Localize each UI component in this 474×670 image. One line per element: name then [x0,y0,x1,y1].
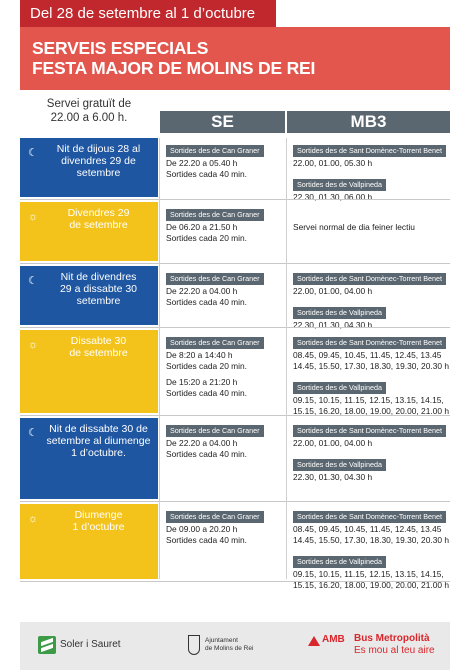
spacer [293,169,446,174]
mb3-schedule-line: 15.15, 16.20, 18.00, 19.00, 20.00, 21.00 h [293,580,450,590]
mb3-note: Servei normal de dia feiner lectiu [293,222,415,232]
se-departure-header: Sortides des de Can Graner [166,209,264,221]
spacer [293,297,446,302]
mb3-schedule-line: 22.00, 01.00, 04.00 h [293,286,373,296]
se-cell [166,140,264,180]
row-label-line: Dissabte 30 [70,335,127,347]
se-schedule-line: Sortides cada 40 min. [166,297,248,307]
se-schedule-line: De 22.20 a 05.40 h [166,158,238,168]
row-divider [20,415,450,416]
mb3-schedule-line: 09.15, 10.15, 11.15, 12.15, 13.15, 14.15, [293,569,444,579]
footer [20,622,450,670]
mb3-cell [293,420,446,483]
mb3-cell [293,204,415,233]
soler-name: Soler i Sauret [60,639,121,650]
mb3-schedule-line: 15.15, 16.20, 18.00, 19.00, 20.00, 21.00 h [293,406,450,416]
mb3-departure-header: Sortides des de Sant Domènec-Torrent Benet [293,425,446,437]
amb-logo-icon [308,636,320,646]
mb3-departure-header: Sortides des de Sant Domènec-Torrent Benet [293,145,446,157]
mb3-cell [293,140,446,203]
se-cell [166,332,264,399]
row-divider [20,199,450,200]
bus-metropolita-title: Bus Metropolità [354,633,430,644]
se-schedule-line: Sortides cada 40 min. [166,449,248,459]
se-departure-header: Sortides des de Can Graner [166,425,264,437]
se-schedule-line: De 06.20 a 21.50 h [166,222,238,232]
row-label-line: Nit de dijous 28 al [56,143,141,155]
mb3-departure-header: Sortides des de Vallpineda [293,382,386,394]
column-divider [286,138,287,579]
se-schedule-line: De 22.20 a 04.00 h [166,286,238,296]
row-divider [20,327,450,328]
date-range: Del 28 de setembre al 1 d’octubre [20,0,276,27]
moon-icon: ☾ [28,147,38,159]
mb3-schedule-line: 08.45, 09.45, 10.45, 11.45, 12.45, 13.45 [293,350,442,360]
sun-icon: ☼ [28,339,39,351]
spacer [293,449,446,454]
se-cell [166,506,264,546]
row-label [20,138,158,197]
spacer [293,546,449,551]
se-schedule-line: Sortides cada 40 min. [166,169,248,179]
ajuntament-line-2: de Molins de Rei [205,645,254,652]
se-schedule-line: De 09.00 a 20.20 h [166,524,238,534]
column-divider [159,138,160,579]
free-service-note [20,97,158,125]
mb3-departure-header: Sortides des de Vallpineda [293,307,386,319]
se-departure-header: Sortides des de Can Graner [166,145,264,157]
row-label-line: de setembre [69,347,128,359]
mb3-departure-header: Sortides des de Sant Domènec-Torrent Benet [293,273,446,285]
row-label-line: de setembre [69,219,128,231]
soler-logo-icon [38,636,56,654]
row-divider [20,263,450,264]
free-service-line-1: Servei gratuït de [46,98,132,110]
row-divider [20,501,450,502]
row-divider [20,581,450,582]
shield-icon [188,635,200,655]
mb3-departure-header: Sortides des de Vallpineda [293,179,386,191]
title-banner [20,27,450,90]
mb3-schedule-line: 14.45, 15.50, 17.30, 18.30, 19.30, 20.30 h [293,361,450,371]
row-label-line: Divendres 29 [67,207,130,219]
row-label-line: setembre [76,167,121,179]
mb3-departure-header: Sortides des de Vallpineda [293,556,386,568]
se-departure-header: Sortides des de Can Graner [166,337,264,349]
row-label [20,504,158,579]
mb3-schedule-line: 14.45, 15.50, 17.30, 18.30, 19.30, 20.30 h [293,535,450,545]
mb3-cell [293,506,449,591]
mb3-cell [293,332,449,417]
row-label-line: Nit de dissabte 30 de [49,423,148,435]
se-schedule-line: Sortides cada 20 min. [166,361,248,371]
row-label-line: 1 d’octubre [72,521,125,533]
mb3-cell [293,268,446,331]
mb3-schedule-line: 22.00, 01.00, 05.30 h [293,158,373,168]
sun-icon: ☼ [28,513,39,525]
mb3-departure-header: Sortides des de Sant Domènec-Torrent Benet [293,337,446,349]
se-schedule-line: Sortides cada 20 min. [166,233,248,243]
mb3-schedule-line: 22.00, 01.00, 04.00 h [293,438,373,448]
row-label [20,202,158,261]
moon-icon: ☾ [28,275,38,287]
se-cell [166,268,264,308]
title-line-1: SERVEIS ESPECIALS [32,38,209,58]
free-service-line-2: 22.00 a 6.00 h. [50,112,128,124]
se-schedule-line: De 8:20 a 14:40 h [166,350,233,360]
row-label-line: 29 a dissabte 30 [59,283,138,295]
se-schedule-line: De 15:20 a 21:20 h [166,377,238,387]
row-label-line: Diumenge [74,509,123,521]
column-header-mb3: MB3 [287,111,450,133]
mb3-departure-header: Sortides des de Vallpineda [293,459,386,471]
ajuntament-name [205,637,253,653]
mb3-schedule-line: 22.30, 01.30, 04.30 h [293,320,373,330]
title-line-2: FESTA MAJOR DE MOLINS DE REI [32,58,316,78]
row-label-line: Nit de divendres [60,271,137,283]
se-cell [166,204,264,244]
mb3-departure-header: Sortides des de Sant Domènec-Torrent Benet [293,511,446,523]
se-cell [166,420,264,460]
column-header-se: SE [160,111,285,133]
mb3-schedule-line: 22.30, 01.30, 06.00 h [293,192,373,202]
row-label [20,330,158,413]
row-label-line: divendres 29 de [61,155,136,167]
se-schedule-line: De 22.20 a 04.00 h [166,438,238,448]
se-schedule-line: Sortides cada 40 min. [166,535,248,545]
row-label-line: 1 d’octubre. [71,447,126,459]
moon-icon: ☾ [28,427,38,439]
mb3-schedule-line: 09.15, 10.15, 11.15, 12.15, 13.15, 14.15, [293,395,444,405]
row-label [20,418,158,499]
amb-label: AMB [322,634,345,645]
se-schedule-line: Sortides cada 40 min. [166,388,248,398]
row-label [20,266,158,325]
row-label-line: setembre [76,295,121,307]
se-departure-header: Sortides des de Can Graner [166,273,264,285]
se-departure-header: Sortides des de Can Graner [166,511,264,523]
bus-metropolita-slogan: Es mou al teu aire [354,645,435,656]
spacer [293,372,449,377]
row-label-line: setembre al diumenge [46,435,151,447]
mb3-schedule-line: 08.45, 09.45, 10.45, 11.45, 12.45, 13.45 [293,524,442,534]
sun-icon: ☼ [28,211,39,223]
ajuntament-line-1: Ajuntament [205,637,238,644]
mb3-schedule-line: 22.30, 01.30, 04.30 h [293,472,373,482]
